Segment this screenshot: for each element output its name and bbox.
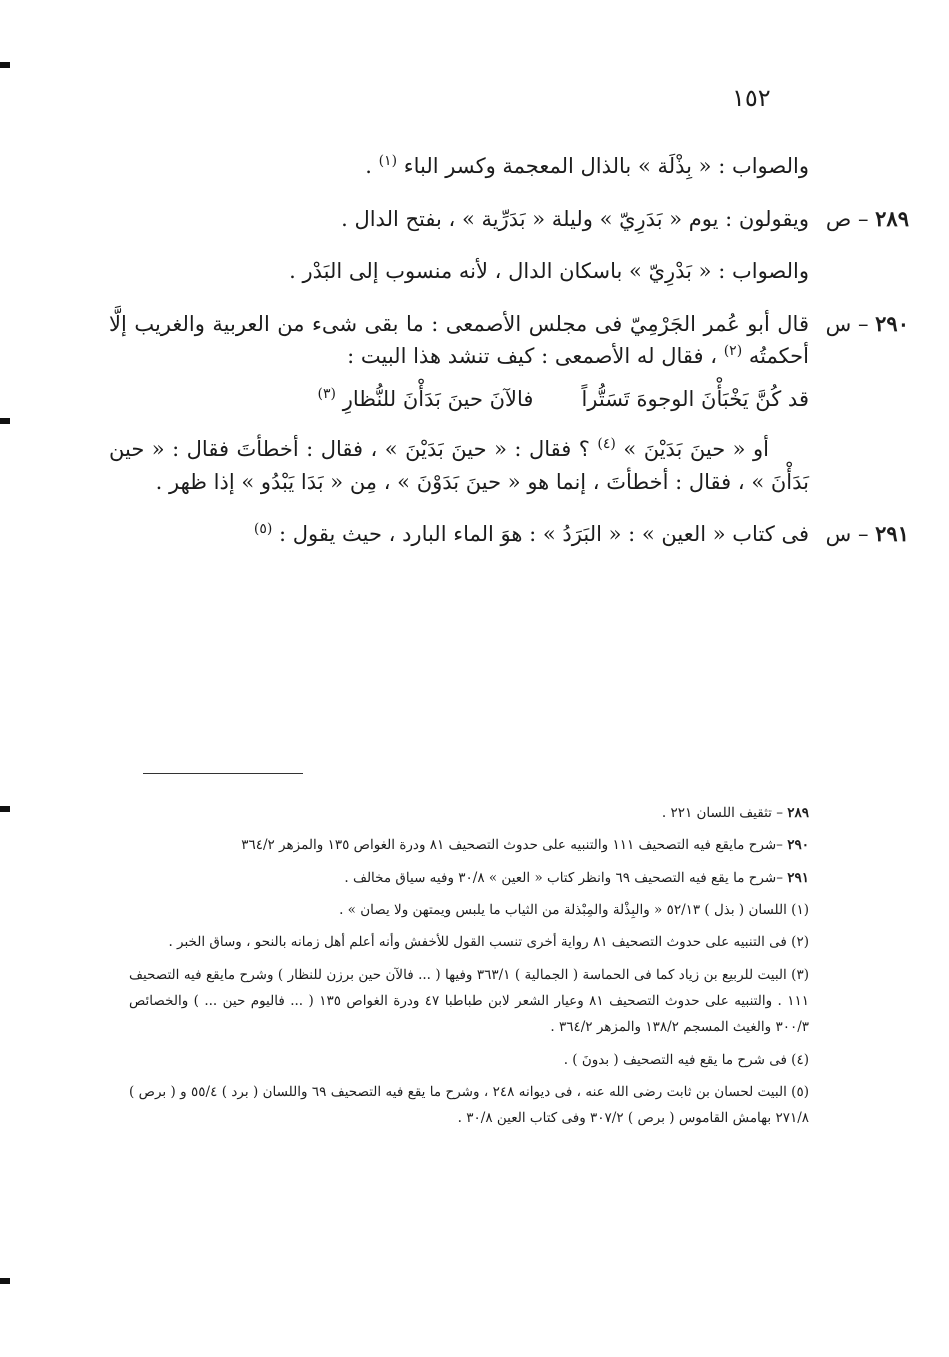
paragraph-text: ؟ فقال : « حينَ بَدَيْنَ » ، فقال : أخطأتَ فقال : « حين بَدَأْنَ » ، فقال : أخطأتَ ، إنما هو « حينَ بَدَوْنَ » ، مِن « بَدَا يَبْدُو » إذا ظهر . <box>109 437 809 494</box>
entry-number-digits: ٢٨٩ <box>875 205 909 231</box>
scan-mark <box>0 418 10 424</box>
poem-verse <box>109 383 809 416</box>
entry-line: والصواب : « بَدْرِيّ » باسكان الدال ، لأنه منسوب إلى البَدْر . <box>289 259 809 284</box>
entry-paragraph <box>109 433 809 498</box>
reference-number: ٢٩١ <box>787 869 809 886</box>
footnote-ref: (١) <box>378 153 398 169</box>
entry-line: ويقولون : يوم « بَدَرِيّ » وليلة « بَدَرِّية » ، بفتح الدال . <box>341 206 809 231</box>
scan-mark <box>0 1278 10 1284</box>
reference-number: ٢٨٩ <box>787 805 809 821</box>
footnote-ref: (٥) <box>253 521 273 538</box>
intro-text: والصواب : « بِذْلَة » بالذال المعجمة وكسر الباء <box>403 154 809 178</box>
entry-number-digits: ٢٩٠ <box>875 310 909 336</box>
reference-text: –شرح ما يقع فيه التصحيف ٦٩ وانظر كتاب « العين » ٣٠/٨ وفيه سياق مخالف . <box>344 869 788 886</box>
source-reference <box>129 800 809 826</box>
verse-text: فالآنَ حينَ بَدَأْنَ للنُّظارِ <box>342 386 534 411</box>
footnote-ref: (٢) <box>723 343 743 360</box>
footnote-divider <box>143 773 303 774</box>
entry-289 <box>109 203 909 288</box>
entry-291 <box>109 518 909 551</box>
scan-mark <box>0 806 10 812</box>
entry-number <box>813 203 909 236</box>
intro-end: . <box>365 154 379 178</box>
paragraph-text: قال أبو عُمر الجَرْمِيّ فى مجلس الأصمعى : ما بقى شىء من العربية والغريب إلَّا أحكمتُه <box>109 311 809 369</box>
footnote: (١) اللسان ( بذل ) ٥٢/١٣ « والبِذْلة والمِبْذلة من الثياب ما يلبس ويمتهن ولا يصان » . <box>339 901 809 918</box>
footnote: (٢) فى التنبيه على حدوث التصحيف ٨١ رواية أخرى تنسب القول للأخفش وأنه أعلم أهل زمانه بالنحو ، وساق الخبر . <box>168 934 809 951</box>
entry-tag: – ص <box>825 206 869 231</box>
intro-line <box>109 150 809 183</box>
paragraph-text: أو « حينَ بَدَيْنَ » <box>623 437 769 462</box>
scan-mark <box>0 62 10 68</box>
footnote-ref: (٣) <box>317 385 336 402</box>
footnotes <box>129 800 809 1137</box>
main-text <box>109 150 909 571</box>
reference-text: –شرح مايقع فيه التصحيف ١١١ والتنبيه على حدوث التصحيف ٨١ ودرة الغواص ١٣٥ والمزهر ٣٦٤/٢ <box>241 837 788 854</box>
entry-tag: – س <box>825 522 869 547</box>
footnote: (٤) فى شرح ما يقع فيه التصحيف ( بدونَ ) . <box>563 1051 809 1068</box>
source-reference <box>129 865 809 891</box>
verse-second-hemistich <box>318 383 534 416</box>
footnote: (٥) البيت لحسان بن ثابت رضى الله عنه ، فى ديوانه ٢٤٨ ، وشرح ما يقع فيه التصحيف ٦٩ واللسان ( برد ) ٥٥/٤ و ( برص ) ٢٧١/٨ بهامش القاموس ( برص ) ٣٠٧/٢ وفى كتاب العين ٣٠/٨ . <box>129 1083 809 1127</box>
reference-number: ٢٩٠ <box>787 837 809 854</box>
entry-290 <box>109 308 909 499</box>
entry-tag: – س <box>825 311 869 336</box>
entry-number <box>813 518 909 551</box>
page-number: ١٥٢ <box>732 84 771 112</box>
source-reference <box>129 832 809 858</box>
entry-line <box>109 518 809 551</box>
entry-number <box>813 308 909 341</box>
paragraph-text: ، فقال له الأصمعى : كيف تنشد هذا البيت : <box>347 344 724 369</box>
entry-paragraph <box>109 308 809 373</box>
entry-text: فى كتاب « العين » : « البَرَدُ » : هوَ الماء البارد ، حيث يقول : <box>279 522 809 547</box>
footnote-ref: (٤) <box>597 436 616 453</box>
footnote: (٣) البيت للربيع بن زياد كما فى الحماسة ( الجمالية ) ٣٦٣/١ وفيها ( ... فالآن حين برزن للنظار ) وشرح مايقع فيه التصحيف ١١١ . والتنبيه على حدوث التصحيف ٨١ وعيار الشعر لابن طباطبا ٤٧ ودرة الغواص ١٣٥ ( ... فاليوم حين ... ) والخصائص ٣٠٠/٣ والغيث المسجم ١٣٨/٢ والمزهر ٣٦٤/٢ . <box>129 966 809 1036</box>
entry-number-digits: ٢٩١ <box>875 521 909 547</box>
reference-text: – تثقيف اللسان ٢٢١ . <box>661 805 788 821</box>
verse-first-hemistich: قد كُنَّ يَخْبَأْنَ الوجوهَ تَسَتُّراً <box>581 386 809 411</box>
